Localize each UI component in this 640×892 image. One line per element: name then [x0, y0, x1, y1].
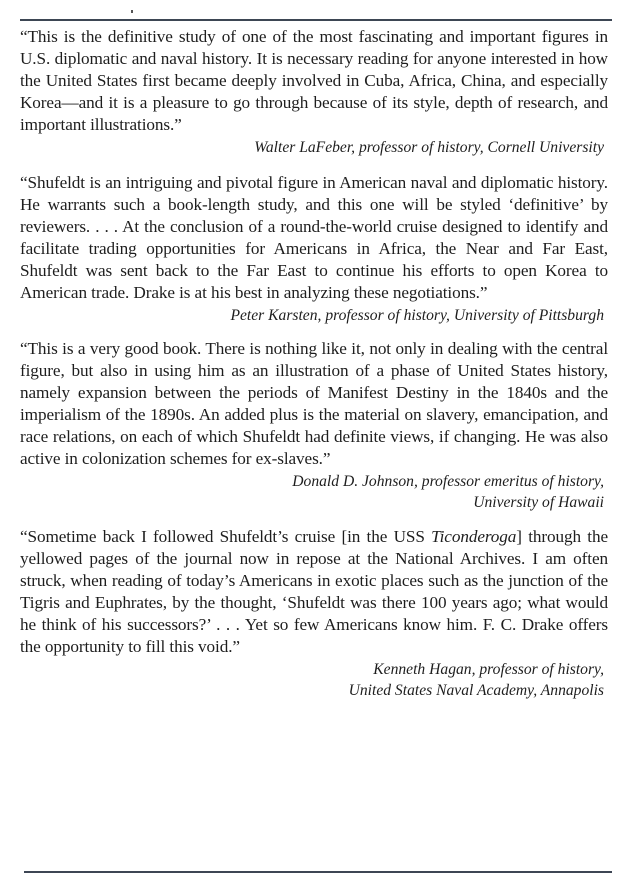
blurb-karsten	[20, 172, 608, 326]
blurb-attribution	[20, 137, 608, 158]
blurb-attribution	[20, 659, 608, 701]
endorsements	[20, 26, 608, 714]
attribution-line: Donald D. Johnson, professor emeritus of history,	[292, 473, 604, 490]
top-rule	[20, 19, 612, 21]
quote-text: ] through the yellowed pages of the journal now in repose at the National Archives. I am often struck, when reading of today’s Americans in exotic places such as the junction of the Tigris and Euphrates, by the thought, ‘Shufeldt was there 100 years ago; what would he think of his successors?’ . . . Yet so few Americans know him. F. C. Drake offers the opportunity to fill this void.”	[20, 527, 609, 656]
blurb-attribution	[20, 305, 608, 326]
attribution-line: United States Naval Academy, Annapolis	[348, 682, 604, 699]
attribution-line: Peter Karsten, professor of history, University of Pittsburgh	[230, 307, 604, 324]
attribution-line: University of Hawaii	[473, 494, 604, 511]
blurb-quote: “This is a very good book. There is nothing like it, not only in dealing with the central figure, but also in using him as an illustration of a phase of United States history, namely expansion between the periods of Manifest Destiny in the 1840s and the imperialism of the 1890s. An added plus is the material on slavery, emancipation, and race relations, on each of which Shufeldt had definite views, if changing. He was also active in colonization schemes for ex-slaves.”	[20, 339, 608, 468]
ship-name: Ticonderoga	[431, 527, 517, 546]
blurb-quote: “Shufeldt is an intriguing and pivotal figure in American naval and diplomatic history. He warrants such a book-length study, and this one will be styled ‘definitive’ by reviewers. . . . At the conclusion of a round-the-world cruise designed to identify and facilitate trading opportunities for Americans in Africa, the Near and Far East, Shufeldt was sent back to the Far East to continue his efforts to open Korea to American trade. Drake is at his best in analyzing these negotiations.”	[20, 173, 608, 302]
printer-mark	[131, 10, 133, 13]
blurb-hagan	[20, 526, 608, 701]
attribution-line: Walter LaFeber, professor of history, Cornell University	[254, 139, 604, 156]
blurb-lafeber	[20, 26, 608, 158]
bottom-rule	[24, 871, 612, 873]
blurb-attribution	[20, 471, 608, 513]
attribution-line: Kenneth Hagan, professor of history,	[373, 661, 604, 678]
blurb-quote: “This is the definitive study of one of the most fascinating and important figures in U.S. diplomatic and naval history. It is necessary reading for anyone interested in how the United States first became deeply involved in Cuba, Africa, China, and especially Korea—and it is a pleasure to go through because of its style, depth of research, and important illustrations.”	[20, 27, 608, 134]
blurb-quote	[20, 526, 608, 658]
quote-text: “Sometime back I followed Shufeldt’s cruise [in the USS	[20, 527, 432, 546]
blurb-johnson	[20, 338, 608, 513]
